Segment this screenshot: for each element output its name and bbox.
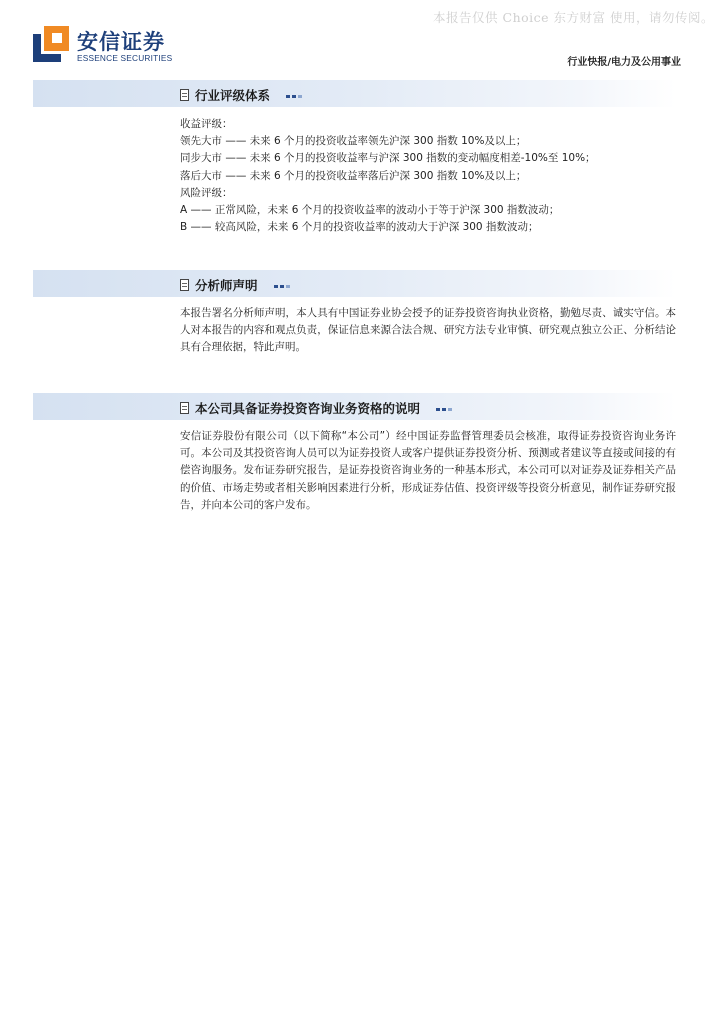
section-header-rating <box>33 80 676 107</box>
document-icon <box>180 402 189 414</box>
logo-mark-icon <box>33 26 69 62</box>
section-header-qualification <box>33 393 676 420</box>
document-icon <box>180 279 189 291</box>
decorative-dots-icon <box>274 270 292 297</box>
rating-line: 风险评级： <box>180 186 233 199</box>
analyst-statement-paragraph: 本报告署名分析师声明，本人具有中国证券业协会授予的证券投资咨询执业资格，勤勉尽责、诚实守信。本人对本报告的内容和观点负责，保证信息来源合法合规、研究方法专业审慎、研究观点独立公正、分析结论具有合理依据，特此声明。 <box>180 307 676 354</box>
watermark-text: 本报告仅供 Choice 东方财富 使用，请勿传阅。 <box>433 10 714 25</box>
rating-line: 收益评级： <box>180 118 233 130</box>
section-title: 行业评级体系 <box>195 88 271 103</box>
document-icon <box>180 89 189 101</box>
report-category: 行业快报/电力及公用事业 <box>567 57 681 68</box>
company-logo <box>33 26 193 66</box>
rating-line: A —— 正常风险，未来 6 个月的投资收益率的波动小于等于沪深 300 指数波动； <box>180 204 560 217</box>
decorative-dots-icon <box>286 80 304 107</box>
section-title: 分析师声明 <box>195 278 258 293</box>
section-header-analyst <box>33 270 676 297</box>
logo-name-en: ESSENCE SECURITIES <box>77 53 173 63</box>
logo-name-cn: 安信证券 <box>77 30 165 54</box>
rating-line: 落后大市 —— 未来 6 个月的投资收益率落后沪深 300 指数 10%及以上； <box>180 169 527 182</box>
rating-line: 同步大市 —— 未来 6 个月的投资收益率与沪深 300 指数的变动幅度相差-10%至 10%； <box>180 152 596 165</box>
decorative-dots-icon <box>436 393 454 420</box>
qualification-paragraph: 安信证券股份有限公司（以下简称“本公司”）经中国证券监督管理委员会核准，取得证券投资咨询业务许可。本公司及其投资咨询人员可以为证券投资人或客户提供证券投资分析、预测或者建议等直接或间接的有偿咨询服务。发布证券研究报告，是证券投资咨询业务的一种基本形式，本公司可以对证券及证券相关产品的价值、市场走势或者相关影响因素进行分析，形成证券估值、投资评级等投资分析意见，制作证券研究报告，并向本公司的客户发布。 <box>180 430 676 511</box>
rating-definitions <box>180 116 676 236</box>
rating-line: 领先大市 —— 未来 6 个月的投资收益率领先沪深 300 指数 10%及以上； <box>180 135 527 148</box>
rating-line: B —— 较高风险，未来 6 个月的投资收益率的波动大于沪深 300 指数波动； <box>180 221 539 234</box>
section-title: 本公司具备证券投资咨询业务资格的说明 <box>195 401 421 416</box>
